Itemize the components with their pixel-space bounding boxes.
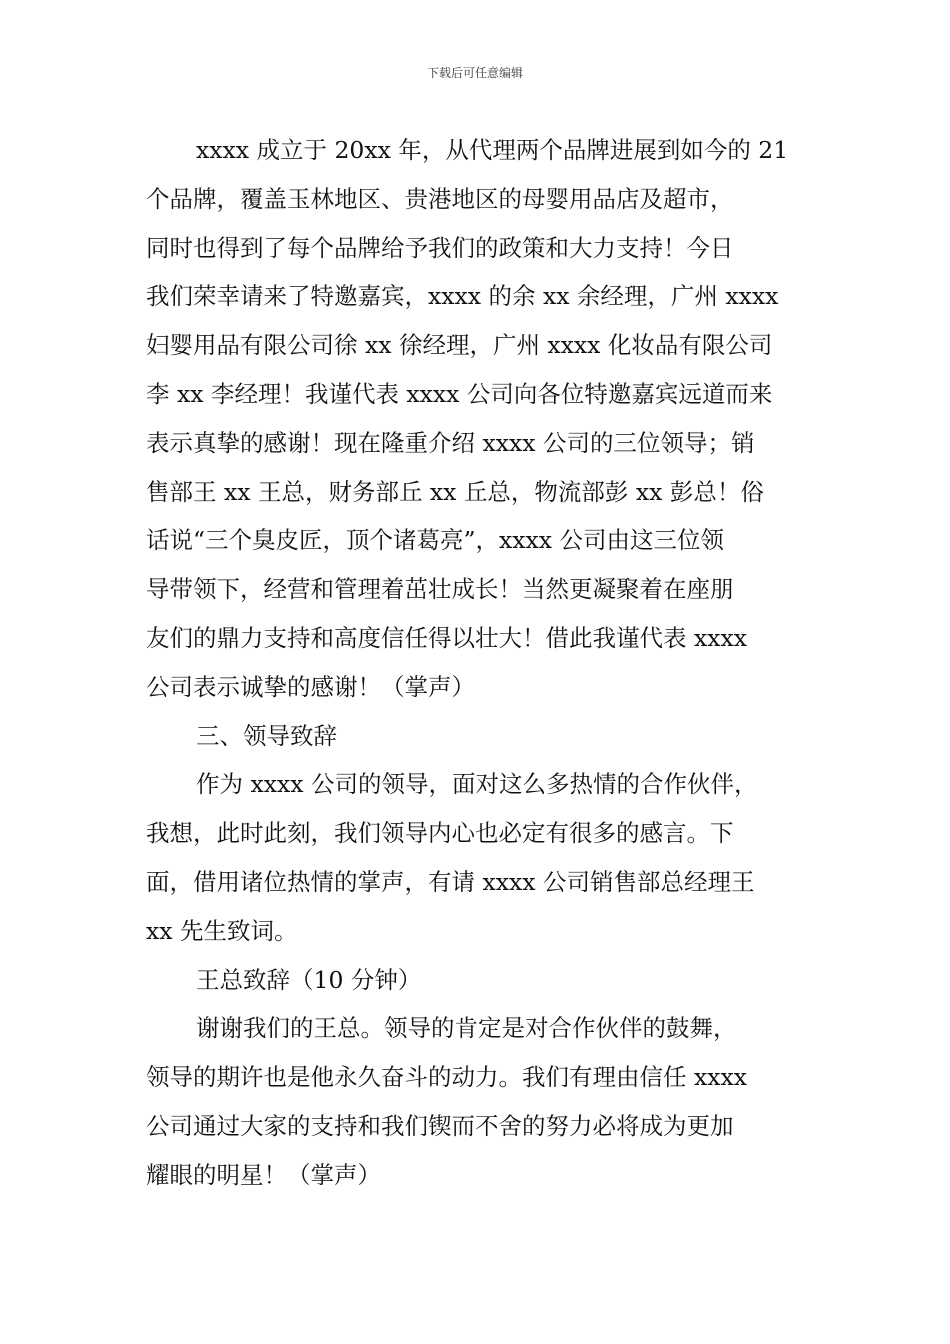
text-line: 公司表示诚挚的感谢！（掌声） <box>146 672 475 701</box>
text-line: 作为 xxxx 公司的领导，面对这么多热情的合作伙伴， <box>196 770 758 799</box>
text-line: 售部王 xx 王总，财务部丘 xx 丘总，物流部彭 xx 彭总！俗 <box>146 477 764 506</box>
text-line: 同时也得到了每个品牌给予我们的政策和大力支持！今日 <box>146 233 734 262</box>
text-line: 谢谢我们的王总。领导的肯定是对合作伙伴的鼓舞， <box>196 1014 737 1043</box>
text-line: 妇婴用品有限公司徐 xx 徐经理，广州 xxxx 化妆品有限公司 <box>146 331 773 360</box>
text-line: 友们的鼎力支持和高度信任得以壮大！借此我谨代表 xxxx <box>146 623 747 652</box>
text-line: 领导的期许也是他永久奋斗的动力。我们有理由信任 xxxx <box>146 1063 747 1092</box>
section-heading: 三、领导致辞 <box>196 721 337 750</box>
text-line: 耀眼的明星！（掌声） <box>146 1160 381 1189</box>
text-line: 面，借用诸位热情的掌声，有请 xxxx 公司销售部总经理王 <box>146 867 755 896</box>
text-line: 公司通过大家的支持和我们锲而不舍的努力必将成为更加 <box>146 1111 734 1140</box>
document-body <box>146 126 810 1200</box>
text-line: 我们荣幸请来了特邀嘉宾，xxxx 的余 xx 余经理，广州 xxxx <box>146 282 779 311</box>
page-header: 下载后可任意编辑 <box>426 66 523 80</box>
text-line: 导带领下，经营和管理着茁壮成长！当然更凝聚着在座朋 <box>146 575 734 604</box>
text-line: 我想，此时此刻，我们领导内心也必定有很多的感言。下 <box>146 819 734 848</box>
text-line: 话说“三个臭皮匠，顶个诸葛亮”，xxxx 公司由这三位领 <box>146 526 725 555</box>
text-line: xxxx 成立于 20xx 年，从代理两个品牌进展到如今的 21 <box>196 136 789 164</box>
text-line: xx 先生致词。 <box>146 916 298 945</box>
text-line: 表示真挚的感谢！现在隆重介绍 xxxx 公司的三位领导；销 <box>146 428 755 457</box>
text-line: 王总致辞（10 分钟） <box>196 965 422 994</box>
text-line: 个品牌，覆盖玉林地区、贵港地区的母婴用品店及超市， <box>146 184 734 213</box>
text-line: 李 xx 李经理！我谨代表 xxxx 公司向各位特邀嘉宾远道而来 <box>146 379 773 408</box>
